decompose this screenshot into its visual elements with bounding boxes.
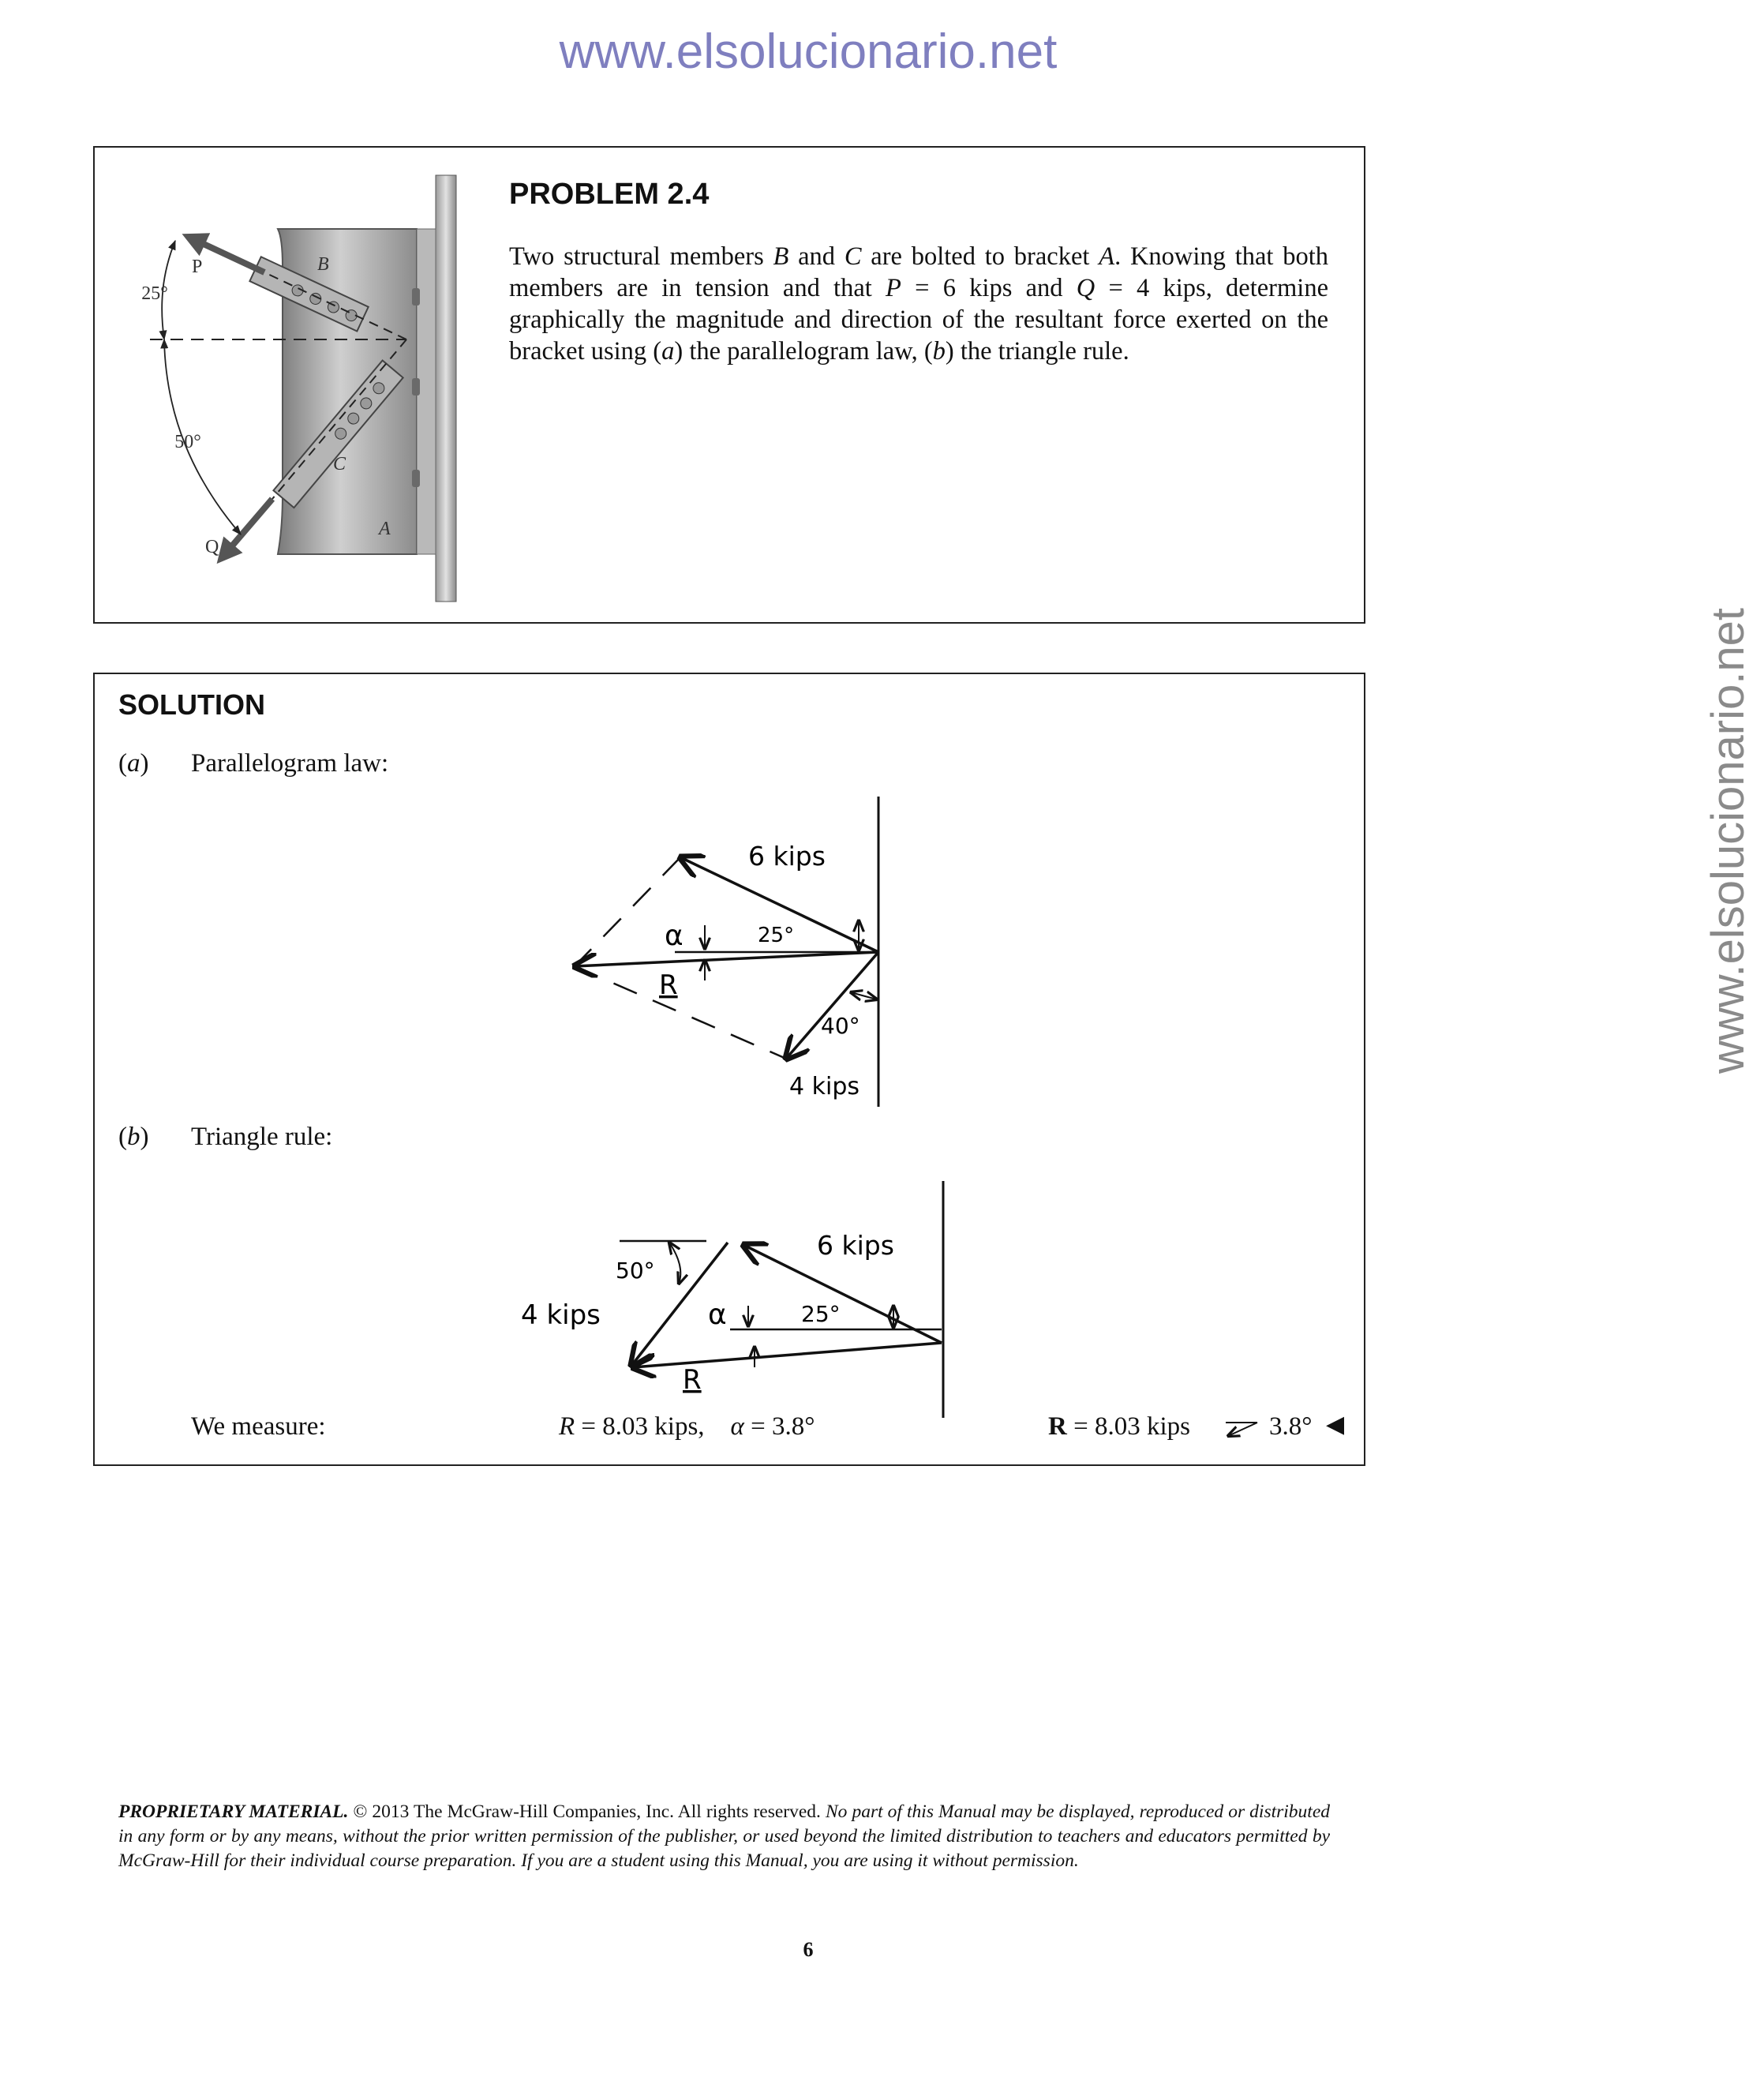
part-b-label: Triangle rule: bbox=[191, 1123, 333, 1151]
part-a-heading: (a) bbox=[118, 749, 149, 778]
label-b: B bbox=[317, 254, 329, 275]
vector-q-a bbox=[786, 952, 878, 1059]
label-alpha-a: α bbox=[665, 920, 684, 952]
flange-bolt bbox=[412, 470, 420, 487]
resultant-a bbox=[575, 952, 878, 966]
label-6kips-a: 6 kips bbox=[748, 841, 826, 872]
watermark-top: www.elsolucionario.net bbox=[559, 24, 1058, 79]
angle-mark-40-a bbox=[851, 992, 877, 999]
label-a: A bbox=[379, 519, 391, 539]
label-p: P bbox=[192, 257, 203, 277]
final-answer: R = 8.03 kips bbox=[1048, 1412, 1190, 1441]
dashed-side-2 bbox=[575, 966, 786, 1059]
answer-end-marker-icon: ◀ bbox=[1326, 1411, 1345, 1438]
problem-statement: Two structural members B and C are bolted to bracket A. Knowing that both members are in tension and that P = 6 kips and Q = 4 kips, determine graphically the magnitude and direction of the resultant force exerted on the bracket using (a) the parallelogram law, (b) the triangle rule. bbox=[509, 242, 1328, 366]
copyright-footer: PROPRIETARY MATERIAL. © 2013 The McGraw-Hill Companies, Inc. All rights reserved. No part of this Manual may be displayed, reproduced or distributed in any form or by any means, without the prior written permission of the publisher, or used beyond the limited distribution to teachers and educators permitted by McGraw-Hill for their individual course preparation. If you are a student using this Manual, you are using it without permission. bbox=[118, 1801, 1331, 1871]
problem-title: PROBLEM 2.4 bbox=[509, 178, 710, 211]
resultant-b bbox=[633, 1343, 942, 1367]
label-50-b: 50° bbox=[616, 1258, 655, 1284]
label-25-a: 25° bbox=[758, 924, 795, 947]
flange-bolt bbox=[412, 288, 420, 306]
label-6kips-b: 6 kips bbox=[817, 1230, 894, 1261]
measure-label: We measure: bbox=[191, 1412, 326, 1441]
solution-title: SOLUTION bbox=[118, 688, 265, 721]
label-25-b: 25° bbox=[801, 1301, 841, 1327]
force-p-arrow bbox=[193, 239, 264, 272]
label-alpha-b: α bbox=[708, 1299, 727, 1331]
angle-mark-50-b bbox=[669, 1243, 680, 1284]
measured-values: R = 8.03 kips, α = 3.8° bbox=[559, 1412, 815, 1441]
label-q: Q bbox=[205, 537, 219, 557]
wall bbox=[436, 175, 456, 602]
label-r-b: R bbox=[683, 1364, 702, 1396]
label-4kips-b: 4 kips bbox=[521, 1299, 601, 1331]
force-q-arrow bbox=[225, 499, 272, 554]
angle-label-bottom: 50° bbox=[174, 432, 201, 452]
label-c: C bbox=[333, 454, 346, 474]
solution-box bbox=[93, 673, 1365, 1466]
part-a-label: Parallelogram law: bbox=[191, 749, 389, 778]
part-b-heading: (b) bbox=[118, 1123, 149, 1151]
bracket-figure bbox=[95, 148, 466, 621]
page-number: 6 bbox=[803, 1938, 814, 1961]
measure-line bbox=[95, 1412, 1365, 1447]
watermark-side: www.elsolucionario.net bbox=[1702, 608, 1754, 1074]
label-40-a: 40° bbox=[821, 1013, 860, 1039]
final-answer-angle: 3.8° bbox=[1269, 1412, 1313, 1441]
flange-bolt bbox=[412, 378, 420, 396]
parallelogram-diagram bbox=[95, 674, 1365, 1464]
label-r-a: R bbox=[659, 969, 678, 1001]
label-4kips-a: 4 kips bbox=[789, 1073, 860, 1100]
angle-label-top: 25° bbox=[141, 283, 168, 304]
problem-box bbox=[93, 146, 1365, 624]
